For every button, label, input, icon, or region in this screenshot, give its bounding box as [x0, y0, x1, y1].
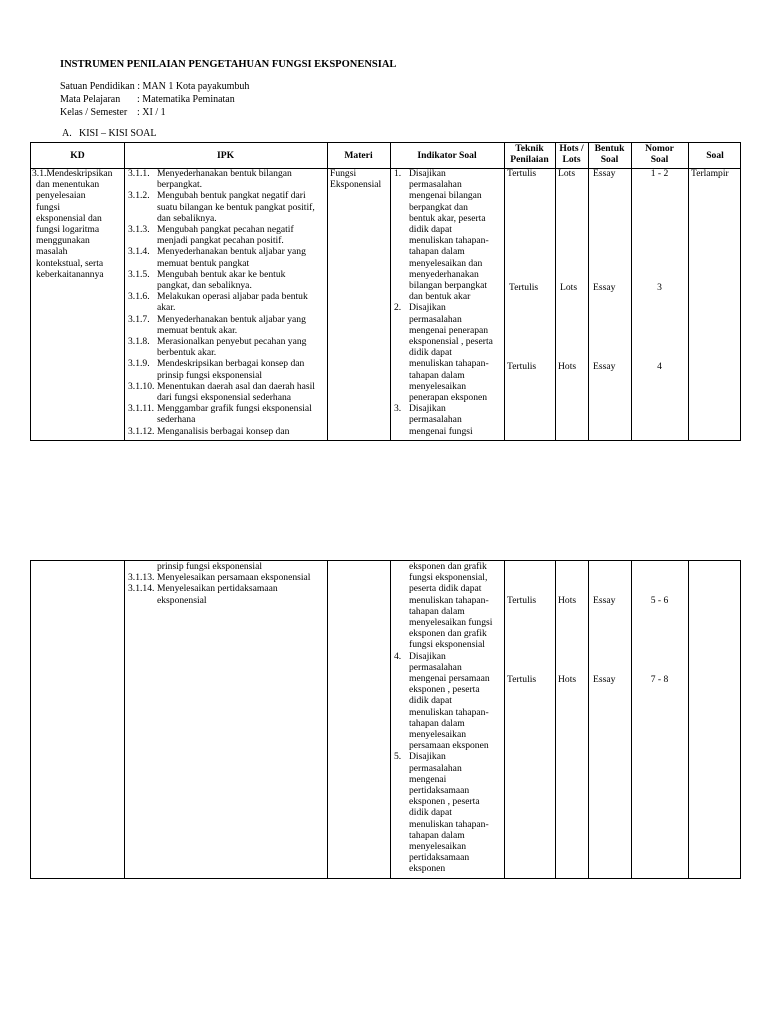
soal-value: Terlampir [691, 168, 729, 179]
nomor-value: 4 [657, 361, 662, 372]
ipk-line: menjadi pangkat pecahan positif. [157, 235, 284, 247]
teknik-value: Tertulis [507, 168, 537, 179]
mata-pelajaran-value: : Matematika Peminatan [137, 94, 235, 105]
teknik-value: Tertulis [507, 674, 537, 685]
ipk-line: 3.1.12. Menganalisis berbagai konsep dan [128, 425, 290, 437]
ipk-line: prinsip fungsi eksponensial [157, 369, 262, 381]
kelas-semester-label: Kelas / Semester [60, 107, 128, 118]
kd-cell: 3.1.Mendeskripsikan dan menentukan penyelesaian fungsi eksponensial dan fungsi logaritma menggunakan masalah kontekstual, serta keberkaitanannya [32, 168, 113, 280]
ipk-line: 3.1.6. Melakukan operasi aljabar pada bentuk [128, 291, 308, 303]
document-title: INSTRUMEN PENILAIAN PENGETAHUAN FUNGSI EKSPONENSIAL [60, 59, 397, 70]
materi-cell: Fungsi Eksponensial [330, 168, 382, 191]
ipk-line: suatu bilangan ke bentuk pangkat positif, [157, 201, 315, 213]
ipk-line: memuat bentuk akar. [157, 324, 238, 336]
ipk-line: berpangkat. [157, 179, 203, 191]
ipk-line: memuat bentuk pangkat [157, 257, 250, 269]
hots-value: Hots [558, 595, 577, 606]
kisi-table-page-1 [30, 142, 741, 441]
section-marker: A. [62, 128, 72, 139]
hots-value: Lots [560, 282, 578, 293]
ipk-line: 3.1.7. Menyederhanakan bentuk aljabar yang [128, 313, 306, 325]
ipk-line: 3.1.1. Menyederhanakan bentuk bilangan [128, 168, 292, 179]
header-soal: Soal [706, 150, 724, 161]
ipk-line: 3.1.4. Menyederhanakan bentuk aljabar yang [128, 246, 306, 258]
bentuk-value: Essay [593, 282, 616, 293]
header-indikator: Indikator Soal [417, 150, 477, 161]
kelas-semester-value: : XI / 1 [137, 107, 166, 118]
header-hots-lots: Hots / Lots [559, 143, 584, 165]
ipk-line: berbentuk akar. [157, 347, 217, 359]
ipk-line: pangkat, dan sebaliknya. [157, 280, 252, 292]
ipk-line: 3.1.3. Mengubah pangkat pecahan negatif [128, 224, 294, 236]
header-nomor-soal: Nomor Soal [645, 143, 674, 165]
ipk-line: 3.1.9. Mendeskripsikan berbagai konsep dan [128, 358, 305, 370]
header-materi: Materi [344, 150, 373, 161]
ipk-line: 3.1.11. Menggambar grafik fungsi eksponensial [128, 403, 312, 415]
ipk-line: dari fungsi eksponensial sederhana [157, 392, 292, 404]
section-title: KISI – KISI SOAL [79, 128, 157, 139]
nomor-value: 1 - 2 [650, 168, 669, 179]
ipk-line: akar. [157, 302, 176, 314]
ipk-line: 3.1.5. Mengubah bentuk akar ke bentuk [128, 268, 286, 280]
teknik-value: Tertulis [509, 282, 539, 293]
bentuk-value: Essay [593, 168, 616, 179]
mata-pelajaran-label: Mata Pelajaran [60, 94, 121, 105]
hots-value: Lots [558, 168, 576, 179]
teknik-value: Tertulis [507, 595, 537, 606]
indikator-cell: eksponen dan grafik fungsi eksponensial, peserta didik dapat menuliskan tahapan- tahapan dalam menyelesaikan fungsi eksponen dan grafik fungsi eksponensial 4. Disajikan permasalahan mengenai persamaan eksponen , peserta didik dapat menuliskan tahapan- tahapan dalam menyelesaikan persamaan eksponen 5. Disajikan permasalahan mengenai pertidaksamaan eksponen , peserta didik dapat menuliskan tahapan- tahapan dalam menyelesaikan pertidaksamaan eksponen [394, 561, 493, 875]
header-bentuk-soal: Bentuk Soal [594, 143, 625, 165]
kisi-table-page-2 [30, 560, 741, 879]
hots-value: Hots [558, 361, 577, 372]
bentuk-value: Essay [593, 674, 616, 685]
ipk-cell [128, 168, 315, 437]
satuan-pendidikan: Satuan Pendidikan : MAN 1 Kota payakumbuh [60, 81, 250, 92]
ipk-line: 3.1.10. Menentukan daerah asal dan daerah hasil [128, 380, 315, 392]
nomor-value: 5 - 6 [650, 595, 669, 606]
header-kd: KD [70, 150, 85, 161]
hots-value: Hots [558, 674, 577, 685]
bentuk-value: Essay [593, 595, 616, 606]
header-teknik: Teknik Penilaian [510, 143, 549, 165]
bentuk-value: Essay [593, 361, 616, 372]
ipk-line: dan sebaliknya. [157, 212, 217, 224]
indikator-cell: 1. Disajikan permasalahan mengenai bilangan berpangkat dan bentuk akar, peserta didik dapat menuliskan tahapan- tahapan dalam menyelesaikan dan menyederhanakan bilangan berpangkat dan bentuk akar 2. Disajikan permasalahan mengenai penerapan eksponensial , peserta didik dapat menuliskan tahapan- tahapan dalam menyelesaikan penerapan eksponen 3. Disajikan permasalahan mengenai fungsi [394, 168, 493, 437]
nomor-value: 3 [657, 282, 662, 293]
ipk-line: 3.1.2. Mengubah bentuk pangkat negatif dari [128, 190, 306, 202]
ipk-cell: prinsip fungsi eksponensial 3.1.13. Menyelesaikan persamaan eksponensial 3.1.14. Menyelesaikan pertidaksamaan eksponensial [128, 561, 311, 606]
nomor-value: 7 - 8 [650, 674, 669, 685]
header-ipk: IPK [216, 150, 235, 161]
teknik-value: Tertulis [507, 361, 537, 372]
ipk-line: sederhana [157, 414, 196, 426]
ipk-line: 3.1.8. Merasionalkan penyebut pecahan yang [128, 336, 307, 348]
